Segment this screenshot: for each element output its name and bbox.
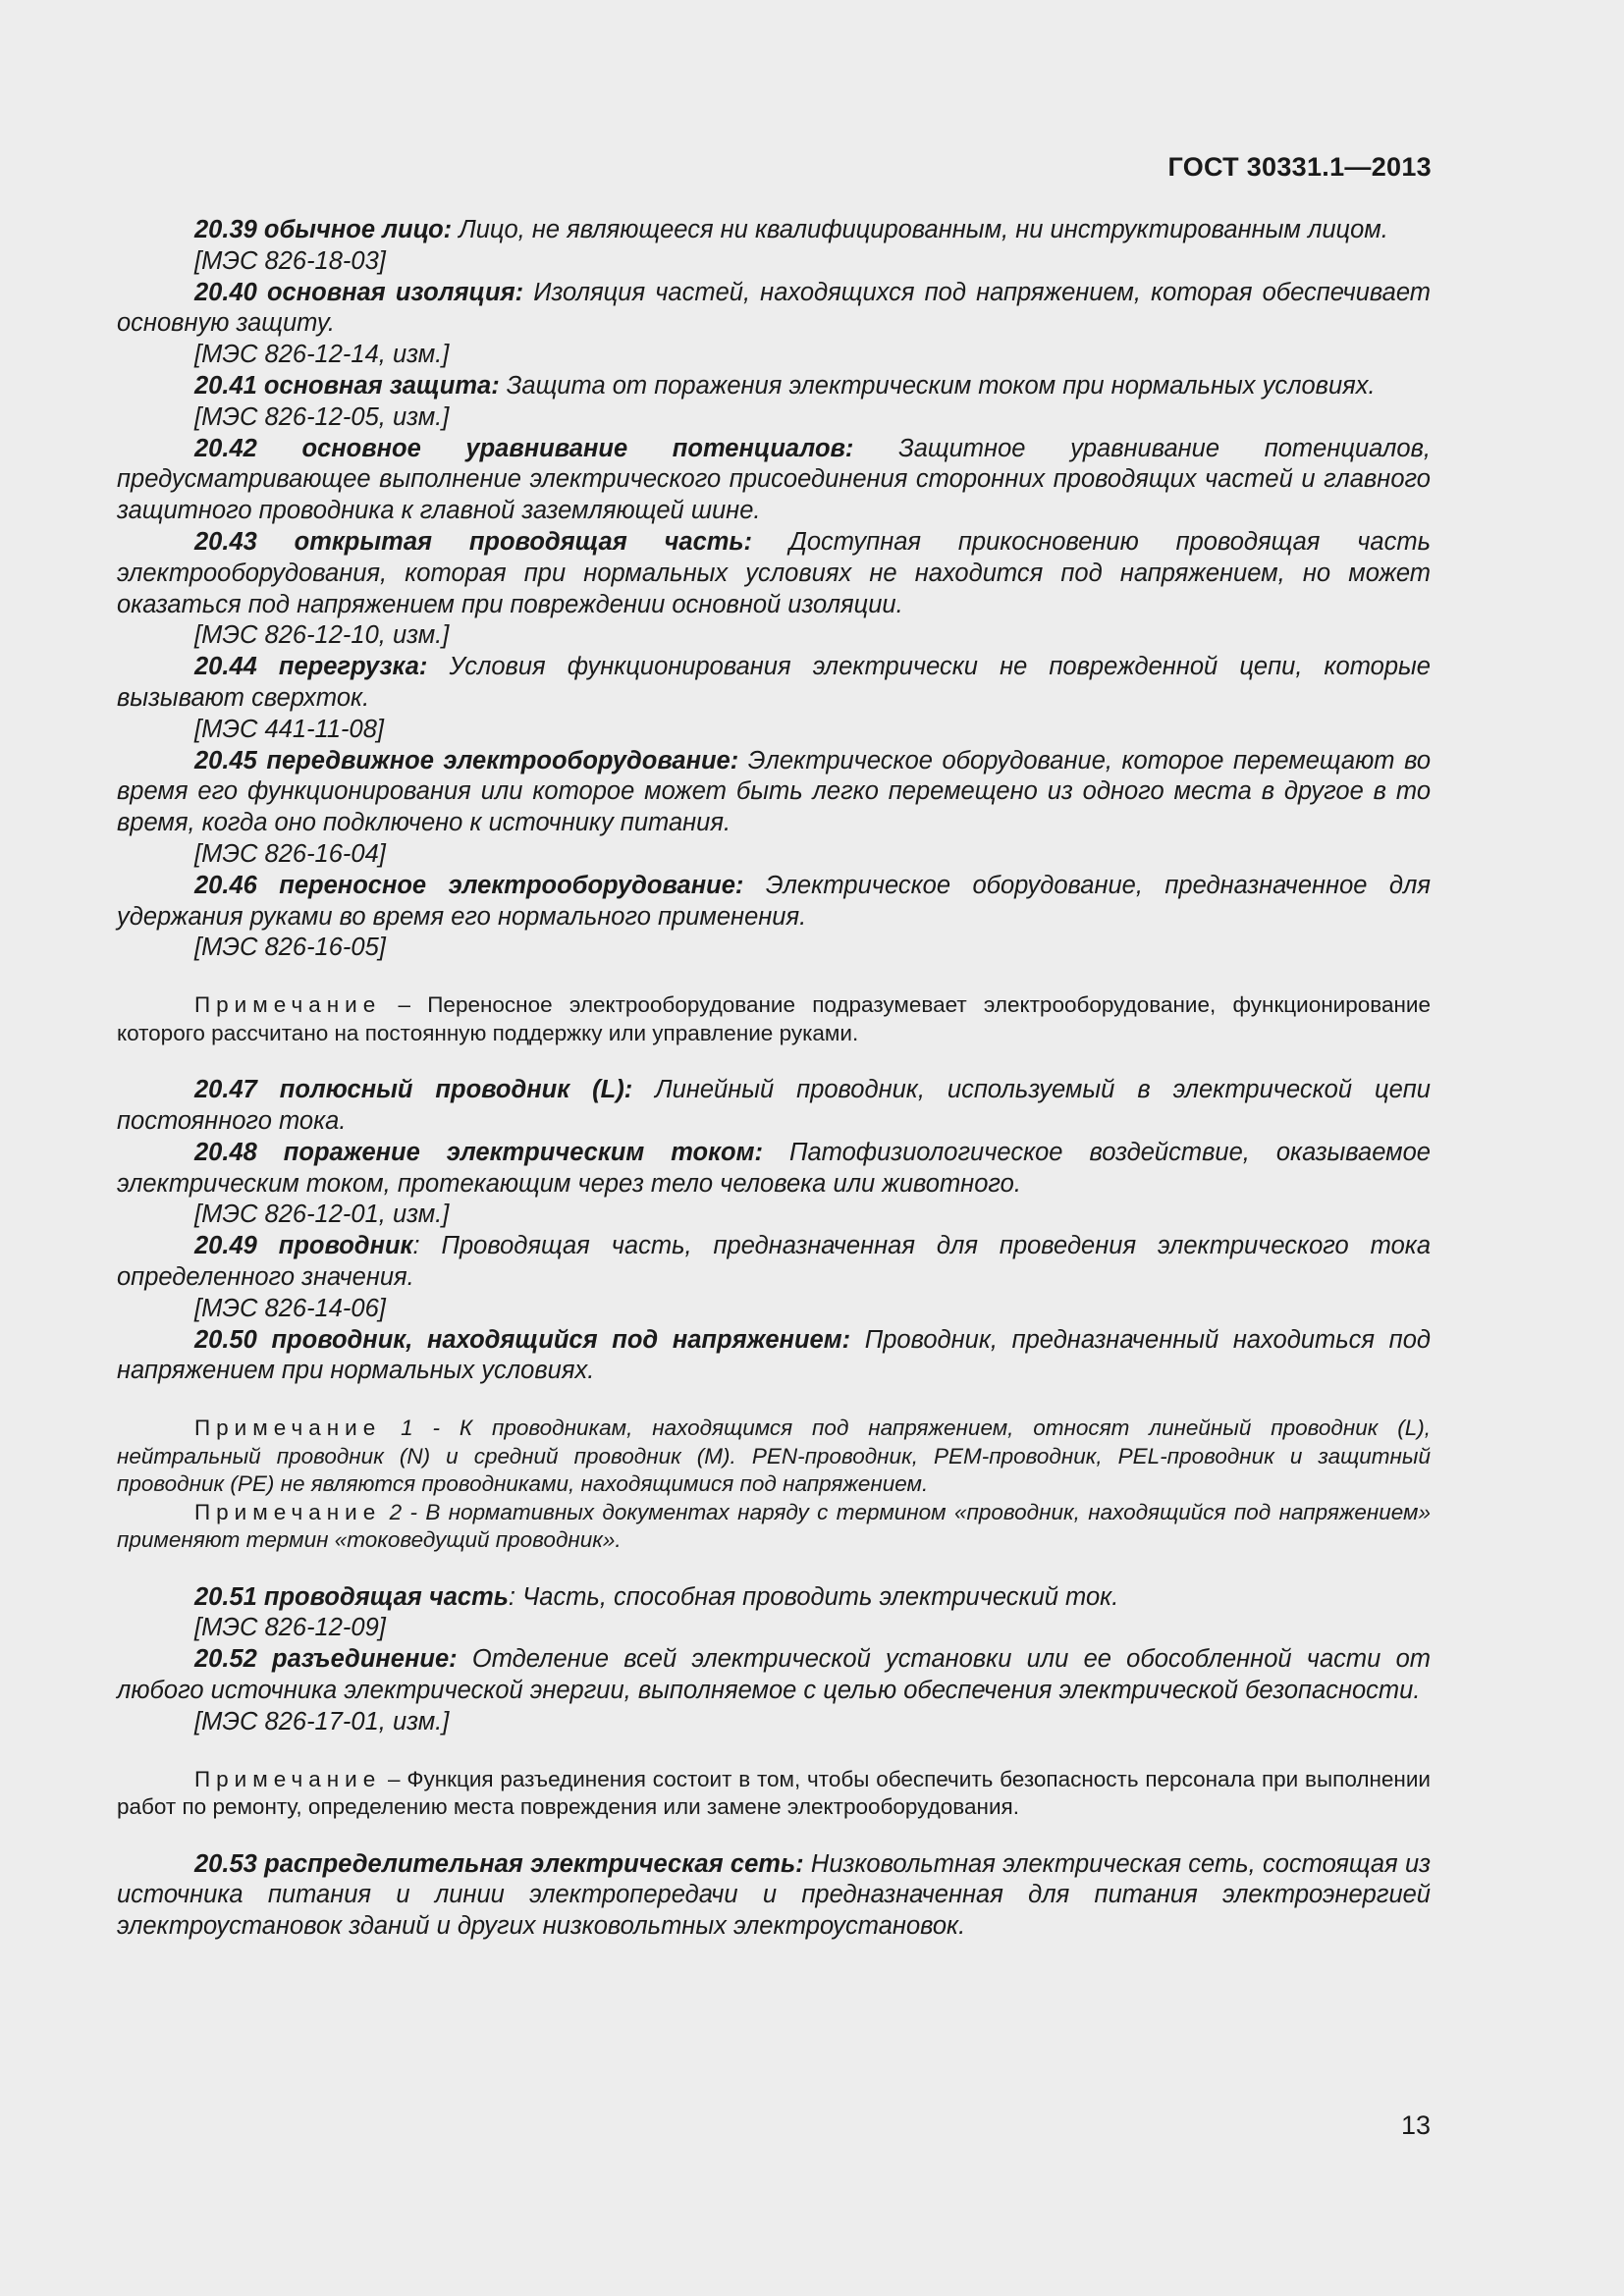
- page-number: 13: [1400, 2110, 1431, 2140]
- definition: Проводник, предназначенный находиться под напряжением при нормальных условиях.: [117, 1325, 1431, 1385]
- term: 20.48 поражение электрическим током:: [194, 1138, 763, 1166]
- definition: Изоляция частей, находящихся под напряжением, которая обеспечивает основную защиту.: [117, 278, 1431, 338]
- reference: [МЭС 826-12-14, изм.]: [194, 341, 450, 369]
- definition: Проводящая часть, предназначенная для проведения электрического тока определенного значения.: [117, 1232, 1432, 1291]
- term: 20.43 открытая проводящая часть:: [194, 527, 753, 556]
- definition: Низковольтная электрическая сеть, состоящая из источника питания и линии электропередачи и предназначенная для питания электроэнергией электроустановок зданий и других низковольтных электроустановок.: [117, 1849, 1431, 1941]
- entry-20-50: [117, 1325, 1431, 1388]
- definition: Линейный проводник, используемый в электрической цепи постоянного тока.: [117, 1076, 1431, 1135]
- definition: Защитное уравнивание потенциалов, предусматривающее выполнение электрического присоединения сторонних проводящих частей и главного защитного проводника к главной заземляющей шине.: [117, 434, 1431, 525]
- entry-20-52: [117, 1644, 1431, 1707]
- note-text: 1 - К проводникам, находящимся под напряжением, относят линейный проводник (L), нейтральный проводник (N) и средний проводник (M). PEN-проводник, PEM-проводник, PEL-проводник и защитный проводник (PE) не являются проводниками, находящимися под напряжением.: [117, 1415, 1431, 1497]
- entry-20-45: [117, 746, 1431, 839]
- entry-20-42: [117, 434, 1431, 527]
- note-label: Примечание: [194, 1766, 382, 1791]
- term: 20.47 полюсный проводник (L):: [194, 1076, 633, 1104]
- entry-20-53: [117, 1849, 1431, 1943]
- entry-20-44: [117, 652, 1431, 715]
- entry-20-51: [117, 1582, 1431, 1614]
- note-label: Примечание: [194, 1415, 382, 1441]
- note-20-46: [117, 991, 1431, 1047]
- term: 20.41 основная защита:: [194, 371, 500, 400]
- reference: [МЭС 826-12-01, изм.]: [194, 1201, 450, 1229]
- note-text: – Функция разъединения состоит в том, чтобы обеспечить безопасность персонала при выполнении работ по ремонту, определению места повреждения или замене электрооборудования.: [117, 1766, 1431, 1820]
- reference: [МЭС 826-12-09]: [194, 1614, 386, 1642]
- definition: Электрическое оборудование, предназначенное для удержания руками во время его нормального применения.: [117, 871, 1431, 931]
- entry-20-39: [117, 215, 1431, 246]
- note-20-50-2: [117, 1499, 1431, 1555]
- reference: [МЭС 826-14-06]: [194, 1294, 386, 1322]
- definition: Лицо, не являющееся ни квалифицированным, ни инструктированным лицом.: [452, 216, 1388, 243]
- entry-20-46: [117, 871, 1431, 934]
- entry-20-43: [117, 527, 1431, 620]
- term: 20.52 разъединение:: [194, 1645, 458, 1674]
- definition: : Часть, способная проводить электрический ток.: [508, 1582, 1119, 1611]
- term: 20.40 основная изоляция:: [194, 278, 524, 306]
- entry-20-48: [117, 1138, 1431, 1201]
- document-id-header: ГОСТ 30331.1—2013: [1167, 152, 1432, 182]
- definition: Условия функционирования электрически не поврежденной цепи, которые вызывают сверхток.: [117, 653, 1431, 712]
- note-20-52: [117, 1766, 1431, 1822]
- reference: [МЭС 441-11-08]: [194, 715, 384, 743]
- note-label: Примечание: [194, 1499, 382, 1524]
- document-body: [117, 215, 1431, 1943]
- reference: [МЭС 826-12-05, изм.]: [194, 402, 450, 431]
- term: 20.46 переносное электрооборудование:: [194, 871, 744, 899]
- entry-20-41: [117, 371, 1431, 402]
- reference: [МЭС 826-18-03]: [194, 246, 386, 275]
- term: 20.51 проводящая часть: [194, 1582, 509, 1611]
- term: 20.53 распределительная электрическая сеть:: [194, 1849, 804, 1878]
- reference: [МЭС 826-17-01, изм.]: [194, 1707, 450, 1735]
- definition: Защита от поражения электрическим током при нормальных условиях.: [499, 371, 1376, 400]
- note-20-50-1: [117, 1415, 1431, 1499]
- reference: [МЭС 826-16-04]: [194, 839, 386, 868]
- note-text: – Переносное электрооборудование подразумевает электрооборудование, функционирование которого рассчитано на постоянную поддержку или управление руками.: [117, 992, 1431, 1045]
- term: 20.42 основное уравнивание потенциалов:: [194, 434, 854, 462]
- definition: Доступная прикосновению проводящая часть электрооборудования, которая при нормальных условиях не находится под напряжением, но может оказаться под напряжением при повреждении основной изоляции.: [117, 527, 1431, 618]
- note-text: 2 - В нормативных документах наряду с термином «проводник, находящийся под напряжением» применяют термин «токоведущий проводник».: [117, 1499, 1431, 1553]
- reference: [МЭС 826-12-10, изм.]: [194, 621, 450, 650]
- definition: Отделение всей электрической установки или ее обособленной части от любого источника электрической энергии, выполняемое с целью обеспечения электрической безопасности.: [117, 1645, 1432, 1704]
- term: 20.49 проводник: [194, 1232, 413, 1260]
- entry-20-49: [117, 1231, 1431, 1294]
- reference: [МЭС 826-16-05]: [194, 934, 386, 962]
- definition: Патофизиологическое воздействие, оказываемое электрическим током, протекающим через тело человека или животного.: [117, 1138, 1431, 1198]
- entry-20-47: [117, 1075, 1431, 1138]
- entry-20-40: [117, 278, 1431, 341]
- term: 20.44 перегрузка:: [194, 653, 428, 681]
- term: 20.50 проводник, находящийся под напряжением:: [194, 1325, 851, 1354]
- definition: Электрическое оборудование, которое перемещают во время его функционирования или которое может быть легко перемещено из одного места в другое в то время, когда оно подключено к источнику питания.: [117, 746, 1432, 837]
- term-colon: :: [412, 1232, 420, 1260]
- term: 20.45 передвижное электрооборудование:: [194, 746, 739, 774]
- note-label: Примечание: [194, 992, 382, 1018]
- term: 20.39 обычное лицо:: [194, 216, 453, 243]
